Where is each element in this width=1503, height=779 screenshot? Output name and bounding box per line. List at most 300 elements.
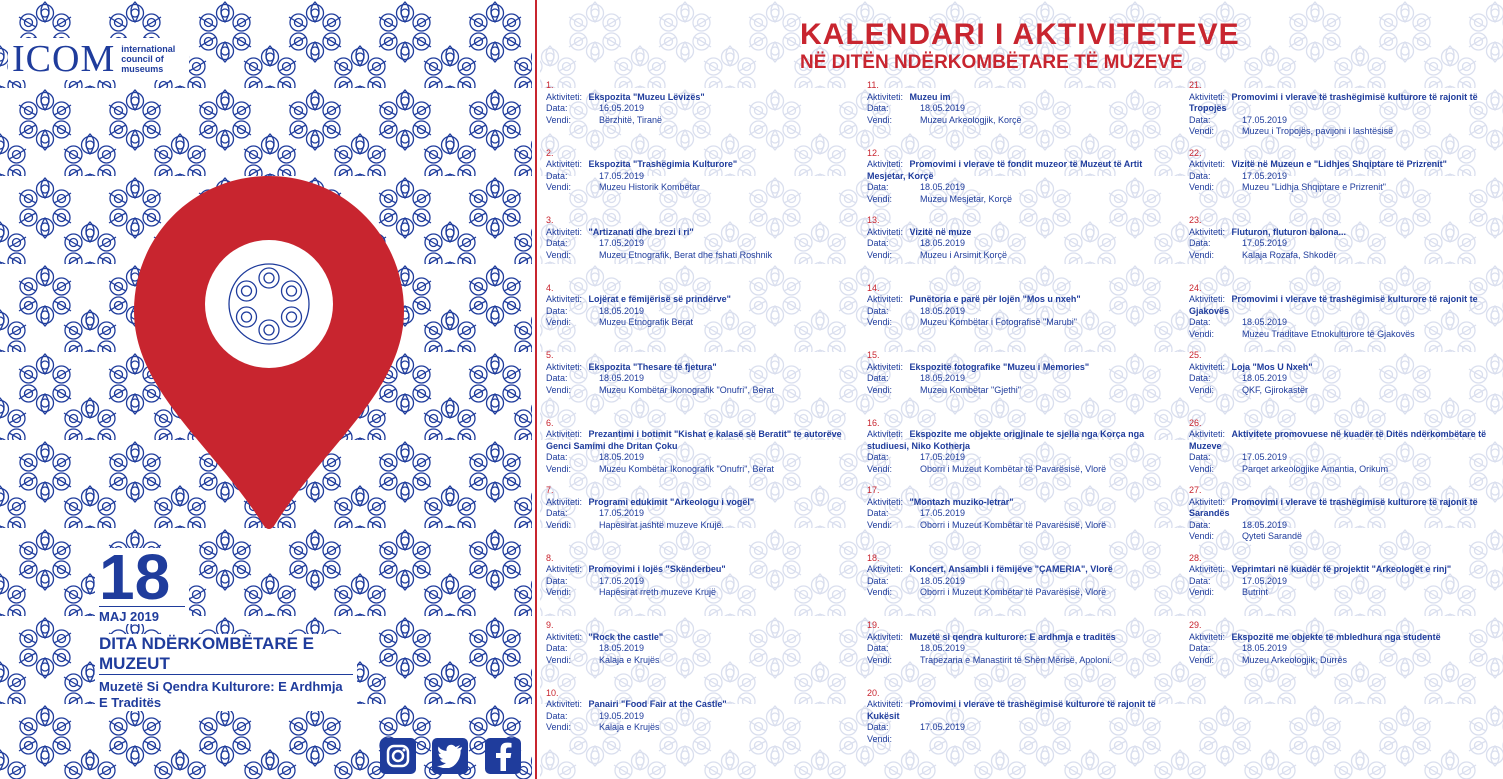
activity-name: Promovimi i vlerave të fondit muzeor të Muzeut të Artit Mesjetar, Korçë [867,159,1143,181]
activity-venue-row [867,655,1167,667]
activity-name: Programi edukimit "Arkeologu i vogël" [588,496,755,507]
activity-name: Loja "Mos U Nxeh" [1231,361,1313,372]
activity-row [867,227,1167,239]
activity-row [867,632,1167,644]
activity-venue: Muzeu Historik Kombëtar [599,182,701,192]
activity-date-label: Data: [867,508,889,518]
activity-item [1189,148,1489,216]
activity-item [867,148,1167,216]
activity-date-row [867,576,1167,588]
activity-date-label: Data: [867,182,889,192]
activity-date: 16.05.2019 [599,103,645,113]
activity-number: 25. [1189,350,1202,360]
activity-date-label: Data: [867,643,889,653]
activity-label: Aktiviteti: [867,294,904,304]
activity-number: 11. [867,80,879,90]
activity-venue-row [1189,182,1489,194]
activity-date-label: Data: [546,238,568,248]
activity-date-label: Data: [546,710,568,721]
activity-name: "Rock the castle" [588,631,664,642]
activity-label: Aktiviteti: [1189,564,1226,574]
activity-date: 17.05.2019 [920,452,966,462]
activity-number: 2. [546,147,554,158]
activity-venue-row [1189,126,1489,138]
activity-label: Aktiviteti: [546,294,583,304]
activity-number: 1. [546,80,554,90]
activity-date-label: Data: [1189,114,1211,125]
activity-date-label: Data: [1189,317,1211,327]
activity-item [867,350,1167,418]
activity-date-row [546,373,846,385]
activity-venue: Bërzhitë, Tiranë [599,114,663,125]
activity-number: 14. [867,282,880,293]
activity-row [1189,159,1489,171]
icom-logo [8,38,189,80]
activity-row [546,632,846,644]
activity-row [867,699,1167,722]
activity-venue-row [1189,250,1489,262]
activity-item [546,350,846,418]
activity-venue-label: Vendi: [546,654,572,665]
activity-venue: Muzeu Etnografik, Berat dhe fshati Roshnik [599,249,773,260]
activity-venue: Kalaja Rozafa, Shkodër [1242,249,1337,260]
activity-date: 17.05.2019 [1242,238,1288,248]
activity-date-label: Data: [1189,170,1211,181]
activity-venue-label: Vendi: [546,317,572,327]
activity-number: 29. [1189,620,1202,630]
activity-item [546,283,846,351]
activity-date-label: Data: [546,575,568,586]
activity-venue-row [867,250,1167,262]
activity-label: Aktiviteti: [1189,361,1226,372]
activity-date-label: Data: [867,373,889,383]
activity-venue-label: Vendi: [867,463,893,474]
activity-row [1189,227,1489,239]
activity-item [867,620,1167,688]
activity-venue: Muzeu Arkeologjik, Durrës [1242,654,1348,665]
activity-date: 17.05.2019 [1242,114,1288,125]
activity-date: 17.05.2019 [1242,170,1288,181]
activity-venue-label: Vendi: [1189,463,1215,474]
activity-name: Promovimi i vlerave të trashëgimisë kulturore të rajonit të Kukësit [867,699,1156,721]
calendar-title: KALENDARI I AKTIVITETEVE [800,18,1240,51]
activity-date-row [1189,643,1489,655]
activity-label: Aktiviteti: [546,699,583,709]
activity-date: 18.05.2019 [599,373,645,383]
activity-date: 18.05.2019 [920,238,966,248]
activity-row [546,564,846,576]
activity-item [867,283,1167,351]
activity-venue-row [546,182,846,194]
activity-date: 18.05.2019 [1242,519,1288,530]
activity-number: 27. [1189,485,1202,495]
activity-date: 18.05.2019 [599,643,645,653]
activity-date-label: Data: [1189,238,1211,248]
activity-row [867,159,1167,182]
activity-name: Prezantimi i botimit "Kishat e kalasë së Beratit" te autorëve Genci Samimi dhe Dritan Çoku [546,429,842,451]
activity-venue-label: Vendi: [867,654,893,665]
activity-name: Ekspozitë fotografike "Muzeu i Memories" [909,361,1090,372]
activity-label: Aktiviteti: [867,159,904,169]
activity-name: Promovimi i vlerave të trashëgimisë kulturore të rajonit të Tropojës [1189,91,1478,113]
activity-item [546,688,846,756]
activity-date-row [1189,115,1489,127]
icom-logo-text: international council of museums [121,44,176,74]
activity-venue: Oborri i Muzeut Kombëtar të Pavarësisë, Vlorë [920,463,1107,474]
activity-label: Aktiviteti: [546,226,583,237]
activity-venue: Muzeu "Lidhja Shqiptare e Prizrenit" [1242,182,1386,192]
activity-date-label: Data: [1189,643,1211,653]
activity-date-row [867,643,1167,655]
activity-name: Ekspozita "Muzeu Lëvizës" [588,91,705,102]
activity-label: Aktiviteti: [546,361,583,372]
poster-panel [0,0,532,779]
activity-venue: Trapezaria e Manastirit të Shën Mërisë, Apoloni. [920,654,1112,665]
activity-venue-label: Vendi: [867,384,893,395]
activity-row [1189,92,1489,115]
activity-date-row [546,643,846,655]
activity-venue-label: Vendi: [1189,182,1215,192]
activity-name: Muzetë si qendra kulturore: E ardhmja e traditës [909,631,1116,642]
activity-item [1189,80,1489,148]
activity-venue-row [867,385,1167,397]
activity-venue-label: Vendi: [546,182,572,192]
activity-item [546,215,846,283]
activity-row [867,564,1167,576]
activity-venue-label: Vendi: [546,249,572,260]
calendar-panel [540,0,1503,779]
activity-row [546,227,846,239]
event-day: 18 [99,541,171,613]
activity-venue-row [546,722,846,734]
activity-date-row [1189,520,1489,532]
activity-number: 5. [546,350,554,360]
activity-number: 10. [546,687,559,698]
activity-row [867,294,1167,306]
activity-date: 19.05.2019 [599,710,645,721]
activity-date: 18.05.2019 [920,182,966,192]
activity-venue-label: Vendi: [546,519,572,530]
activity-number: 18. [867,552,880,563]
activity-date: 17.05.2019 [599,575,645,586]
activity-number: 22. [1189,147,1202,158]
activity-venue-row [867,734,1167,746]
activity-name: Veprimtari në kuadër të projektit "Arkeologët e rinj" [1231,564,1452,574]
activity-venue-label: Vendi: [867,249,893,260]
activity-venue-label: Vendi: [1189,587,1215,597]
activity-name: Aktivitete promovuese në kuadër të Ditës ndërkombëtare të Muzeve [1189,429,1487,451]
activities-column-2 [867,80,1167,755]
activity-venue-label: Vendi: [546,463,572,474]
event-subtitle: Muzetë Si Qendra Kulturore: E Ardhmja E Traditës [99,679,343,710]
activity-name: Promovimi i vlerave të trashëgimisë kulturore të rajonit të Sarandës [1189,496,1478,518]
event-date [95,541,189,624]
activity-date-label: Data: [867,103,889,113]
activity-date-label: Data: [546,643,568,653]
facebook-icon[interactable] [485,738,521,774]
instagram-icon[interactable] [380,738,416,774]
activity-date: 18.05.2019 [1242,317,1288,327]
activity-venue-label: Vendi: [546,587,572,597]
activity-date: 17.05.2019 [1242,575,1288,586]
location-pin-icon [134,176,404,530]
activity-venue: Parqet arkeologjike Amantia, Orikum [1242,463,1389,474]
activity-number: 12. [867,147,880,158]
activity-item [546,148,846,216]
activity-number: 28. [1189,552,1202,563]
activity-date-row [546,452,846,464]
activity-label: Aktiviteti: [1189,294,1226,304]
activity-venue-row [546,587,846,599]
activity-label: Aktiviteti: [546,496,583,507]
activity-date-row [867,103,1167,115]
activity-item [867,215,1167,283]
activity-number: 15. [867,350,880,360]
activity-date: 17.05.2019 [920,508,966,518]
twitter-icon[interactable] [432,738,468,774]
activity-date-label: Data: [1189,373,1211,383]
activity-venue-label: Vendi: [867,114,893,125]
activity-venue-label: Vendi: [867,317,893,327]
activity-date: 18.05.2019 [920,575,966,586]
activity-label: Aktiviteti: [1189,631,1226,642]
activity-number: 13. [867,215,880,225]
activity-label: Aktiviteti: [546,91,583,102]
activity-row [867,497,1167,509]
activity-item [1189,620,1489,688]
activity-name: "Artizanati dhe brezi i ri" [588,226,694,237]
activity-venue-row [1189,531,1489,543]
activity-date: 17.05.2019 [1242,452,1288,462]
activity-number: 4. [546,282,554,293]
activity-date-row [867,182,1167,194]
activity-venue-row [1189,587,1489,599]
activity-date-row [867,452,1167,464]
activity-date-row [546,103,846,115]
activity-date-row [867,373,1167,385]
activity-date-row [546,306,846,318]
activity-item [1189,283,1489,351]
activity-date-row [546,171,846,183]
activity-item [867,485,1167,553]
activity-name: Ekspozite me objekte origjinale te sjella nga Korça nga studiuesi, Niko Kotherja [867,429,1145,451]
activity-row [546,294,846,306]
activity-label: Aktiviteti: [1189,91,1226,102]
activity-row [546,92,846,104]
activity-venue-row [867,520,1167,532]
activity-venue: Butrint [1242,587,1269,597]
activity-item [1189,418,1489,486]
activity-venue: Kalaja e Krujës [599,654,660,665]
activity-venue: QKF, Gjirokastër [1242,384,1309,395]
activity-date-label: Data: [1189,519,1211,530]
activity-name: Lojërat e fëmijërisë së prindërve" [588,294,731,304]
activity-date: 18.05.2019 [920,103,966,113]
activity-row [867,362,1167,374]
activity-date: 18.05.2019 [920,643,966,653]
activity-venue-row [867,464,1167,476]
activity-label: Aktiviteti: [1189,496,1226,507]
activity-date-row [1189,373,1489,385]
activity-venue-label: Vendi: [546,384,572,395]
activity-venue: Hapësirat jashtë muzeve Krujë. [599,519,725,530]
activity-row [546,362,846,374]
activity-date: 17.05.2019 [599,508,645,518]
activity-date-label: Data: [546,373,568,383]
activity-label: Aktiviteti: [867,564,904,574]
activity-name: Vizitë në Muzeun e "Lidhjes Shqiptare të Prizrenit" [1231,159,1447,169]
activity-label: Aktiviteti: [1189,429,1226,439]
activity-number: 23. [1189,215,1202,225]
activity-row [546,699,846,711]
activity-label: Aktiviteti: [867,699,904,709]
activity-name: Panairi "Food Fair at the Castle" [588,699,727,709]
activity-label: Aktiviteti: [1189,226,1226,237]
activity-date: 17.05.2019 [599,170,645,181]
activity-row [1189,564,1489,576]
activity-number: 7. [546,485,554,495]
activity-label: Aktiviteti: [867,226,904,237]
activity-item [546,80,846,148]
activity-date-row [867,508,1167,520]
event-month: MAJ 2019 [99,606,185,624]
calendar-subtitle: NË DITËN NDËRKOMBËTARE TË MUZEVE [800,52,1183,73]
activity-date: 18.05.2019 [920,305,966,316]
activity-row [1189,497,1489,520]
activity-date-row [867,722,1167,734]
activity-date-row [867,238,1167,250]
activity-venue: Muzeu Mesjetar, Korçë [920,193,1013,204]
activity-date: 18.05.2019 [920,373,966,383]
activity-item [546,620,846,688]
activity-venue-label: Vendi: [867,733,893,744]
activity-date-row [1189,452,1489,464]
activity-venue-label: Vendi: [1189,249,1215,260]
activity-venue: Muzeu Arkeologjik, Korçë [920,114,1022,125]
activity-row [1189,632,1489,644]
activity-name: Promovimi i vlerave të trashëgimisë kulturore të rajonit te Gjakovës [1189,294,1478,316]
activities-column-1 [546,80,846,755]
activity-row [1189,429,1489,452]
activity-venue-label: Vendi: [867,587,893,597]
activity-label: Aktiviteti: [546,429,583,439]
activity-row [867,429,1167,452]
activity-venue-label: Vendi: [867,193,893,204]
activity-venue: Muzeu Etnografik Berat [599,317,694,327]
activity-date-label: Data: [867,238,889,248]
activity-label: Aktiviteti: [546,564,583,574]
event-title: DITA NDËRKOMBËTARE E MUZEUT [99,634,353,675]
activity-number: 19. [867,620,880,630]
activity-date-row [1189,576,1489,588]
activity-venue: Muzeu Traditave Etnokulturore të Gjakovës [1242,328,1415,339]
activity-venue: Muzeu Kombëtar Ikonografik "Onufri", Berat [599,463,774,474]
activity-venue: Muzeu Kombëtar Ikonografik "Onufri", Berat [599,384,774,395]
activity-label: Aktiviteti: [1189,159,1226,169]
activity-item [1189,350,1489,418]
activity-date-label: Data: [867,305,889,316]
activity-venue-row [546,655,846,667]
activity-item [546,553,846,621]
activity-name: Muzeu im [909,91,951,102]
activity-row [546,497,846,509]
activity-label: Aktiviteti: [867,91,904,102]
activity-number: 16. [867,417,880,428]
activity-name: Promovimi i lojës "Skënderbeu" [588,564,726,574]
activity-venue-label: Vendi: [1189,126,1215,136]
activity-venue-row [867,587,1167,599]
activity-date-label: Data: [546,103,568,113]
activity-venue-row [1189,385,1489,397]
activity-venue: Muzeu Kombëtar i Fotografisë "Marubi" [920,317,1077,327]
activity-label: Aktiviteti: [867,429,904,439]
activity-date: 18.05.2019 [1242,373,1288,383]
activity-number: 3. [546,215,554,225]
activity-venue: Qyteti Sarandë [1242,531,1303,541]
activity-name: Koncert, Ansambli i fëmijëve "ÇAMERIA", Vlorë [909,564,1113,574]
activity-venue: Oborri i Muzeut Kombëtar të Pavarësisë, Vlorë [920,587,1107,597]
activity-name: Ekspozita "Thesare të fjetura" [588,361,717,372]
activity-date-row [546,576,846,588]
activity-number: 6. [546,417,554,428]
activity-date-row [1189,238,1489,250]
activity-item [546,485,846,553]
activity-date-label: Data: [1189,452,1211,462]
activity-date: 18.05.2019 [599,452,645,462]
activity-venue-row [546,520,846,532]
activity-venue-row [1189,464,1489,476]
activity-date-label: Data: [546,305,568,316]
activity-label: Aktiviteti: [546,631,583,642]
activity-name: Ekspozitë me objekte të mbledhura nga studentë [1231,631,1441,642]
activity-venue-row [546,317,846,329]
activity-date-label: Data: [867,722,889,732]
activity-name: Vizitë në muze [909,226,972,237]
activity-venue: Kalaja e Krujës [599,722,660,732]
activity-item [1189,485,1489,553]
activity-date-row [1189,171,1489,183]
activity-date-label: Data: [867,452,889,462]
activity-item [867,553,1167,621]
activity-row [546,159,846,171]
activity-venue: Hapësirat rreth muzeve Krujë [599,587,717,597]
activity-row [1189,362,1489,374]
activity-item [867,80,1167,148]
activity-venue-row [546,385,846,397]
activity-date-row [1189,317,1489,329]
activity-row [1189,294,1489,317]
activity-venue-row [1189,329,1489,341]
event-title-block [95,634,357,711]
activity-date-label: Data: [867,575,889,586]
activity-date: 17.05.2019 [920,722,966,732]
activity-venue-label: Vendi: [867,519,893,530]
activity-date-label: Data: [546,508,568,518]
activity-venue: Oborri i Muzeut Kombëtar të Pavarësisë, Vlorë [920,519,1107,530]
activity-date-label: Data: [546,170,568,181]
activity-date-row [546,238,846,250]
activity-row [546,429,846,452]
activity-item [867,418,1167,486]
activity-number: 20. [867,687,880,698]
activity-number: 8. [546,552,554,563]
activity-venue-label: Vendi: [1189,328,1215,339]
activity-label: Aktiviteti: [546,159,583,169]
activity-date-label: Data: [546,452,568,462]
activity-name: "Montazh muziko-letrar" [909,496,1014,507]
divider-line [535,0,537,779]
activity-venue-label: Vendi: [1189,654,1215,665]
